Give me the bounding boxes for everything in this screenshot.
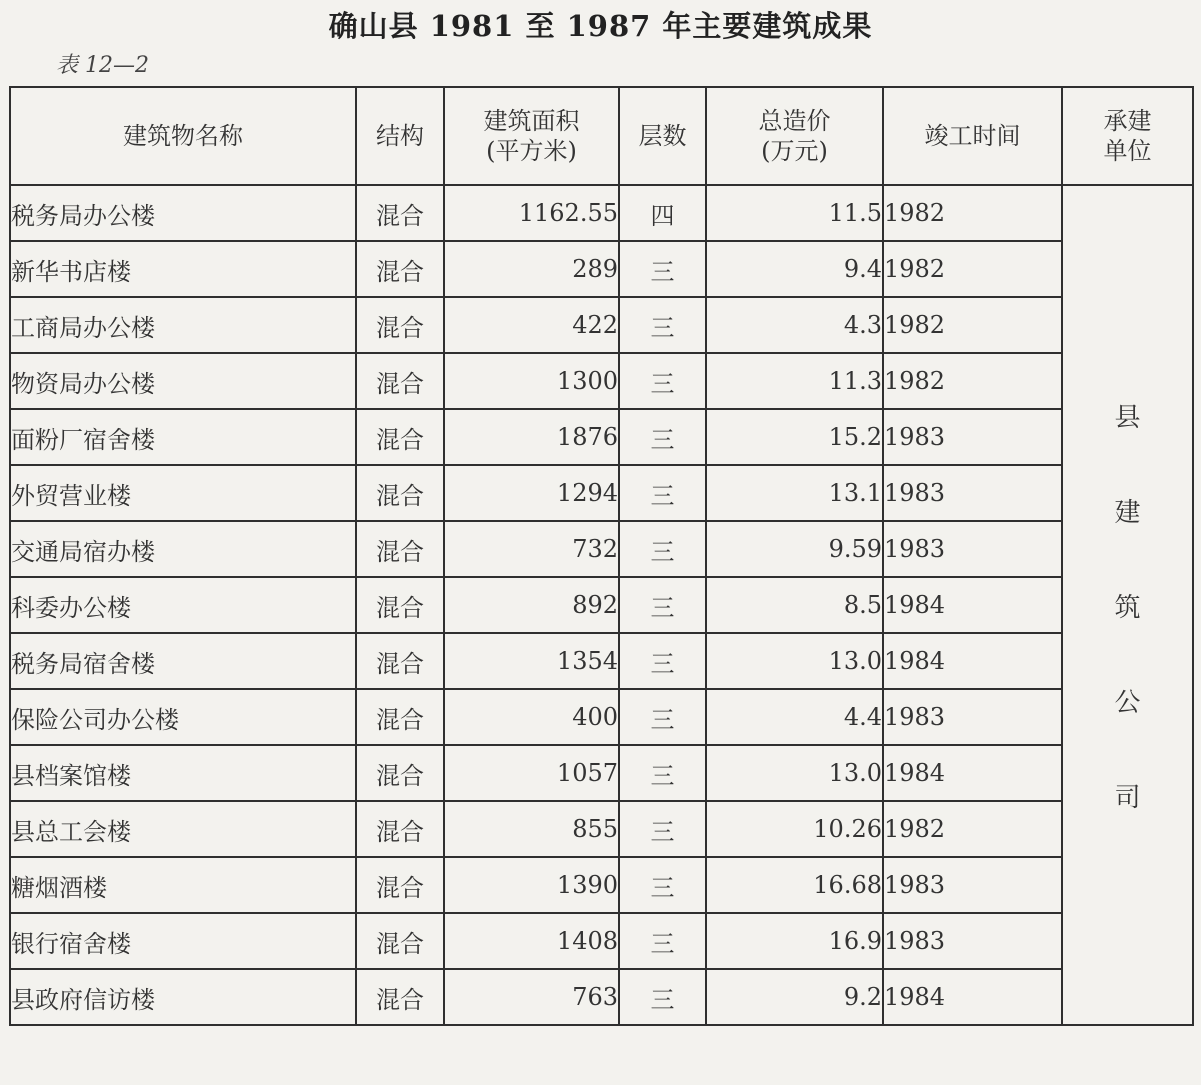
builder-char: 建 — [1114, 497, 1141, 528]
table-row — [10, 185, 1193, 241]
cell-cost: 16.68 — [706, 857, 883, 913]
cell-cost: 9.2 — [706, 969, 883, 1025]
table-row — [10, 801, 1193, 857]
cell-name: 银行宿舍楼 — [10, 913, 356, 969]
cell-year: 1984 — [883, 633, 1062, 689]
table-row — [10, 857, 1193, 913]
cell-name: 交通局宿办楼 — [10, 521, 356, 577]
cell-area: 1057 — [444, 745, 619, 801]
cell-year: 1983 — [883, 913, 1062, 969]
cell-year: 1984 — [883, 577, 1062, 633]
builder-char: 县 — [1114, 402, 1141, 433]
cell-name: 外贸营业楼 — [10, 465, 356, 521]
cell-builder — [1062, 185, 1193, 1025]
cell-structure: 混合 — [356, 241, 444, 297]
cell-structure: 混合 — [356, 185, 444, 241]
cell-floors: 三 — [619, 913, 706, 969]
cell-structure: 混合 — [356, 913, 444, 969]
cell-area: 289 — [444, 241, 619, 297]
cell-name: 新华书店楼 — [10, 241, 356, 297]
cell-year: 1982 — [883, 185, 1062, 241]
cell-area: 732 — [444, 521, 619, 577]
builder-char: 司 — [1114, 782, 1141, 813]
table-row — [10, 577, 1193, 633]
cell-cost: 13.1 — [706, 465, 883, 521]
cell-floors: 三 — [619, 857, 706, 913]
header-area-line1: 建筑面积 — [483, 107, 580, 135]
header-cost — [706, 87, 883, 185]
cell-cost: 4.4 — [706, 689, 883, 745]
builder-char: 筑 — [1114, 592, 1141, 623]
cell-year: 1982 — [883, 241, 1062, 297]
cell-structure: 混合 — [356, 801, 444, 857]
cell-structure: 混合 — [356, 633, 444, 689]
builder-char: 公 — [1114, 687, 1141, 718]
cell-cost: 13.0 — [706, 633, 883, 689]
table-row — [10, 521, 1193, 577]
cell-cost: 4.3 — [706, 297, 883, 353]
cell-name: 县档案馆楼 — [10, 745, 356, 801]
header-cost-line1: 总造价 — [758, 107, 831, 135]
table-row — [10, 633, 1193, 689]
cell-area: 1162.55 — [444, 185, 619, 241]
cell-cost: 13.0 — [706, 745, 883, 801]
cell-floors: 三 — [619, 577, 706, 633]
cell-name: 税务局办公楼 — [10, 185, 356, 241]
cell-floors: 三 — [619, 297, 706, 353]
cell-area: 400 — [444, 689, 619, 745]
cell-name: 糖烟酒楼 — [10, 857, 356, 913]
cell-cost: 11.3 — [706, 353, 883, 409]
header-builder-line2: 单位 — [1103, 137, 1152, 165]
header-builder — [1062, 87, 1193, 185]
cell-cost: 11.5 — [706, 185, 883, 241]
table-row — [10, 353, 1193, 409]
cell-structure: 混合 — [356, 353, 444, 409]
header-area-line2: (平方米) — [486, 137, 577, 165]
cell-structure: 混合 — [356, 745, 444, 801]
cell-year: 1984 — [883, 745, 1062, 801]
cell-floors: 三 — [619, 521, 706, 577]
header-builder-line1: 承建 — [1103, 107, 1152, 135]
header-floors: 层数 — [619, 87, 706, 185]
header-name: 建筑物名称 — [10, 87, 356, 185]
table-row — [10, 689, 1193, 745]
cell-structure: 混合 — [356, 409, 444, 465]
cell-floors: 三 — [619, 745, 706, 801]
cell-area: 1294 — [444, 465, 619, 521]
cell-year: 1983 — [883, 689, 1062, 745]
cell-area: 422 — [444, 297, 619, 353]
cell-year: 1982 — [883, 801, 1062, 857]
table-row — [10, 297, 1193, 353]
cell-cost: 15.2 — [706, 409, 883, 465]
header-cost-line2: (万元) — [761, 137, 828, 165]
cell-structure: 混合 — [356, 689, 444, 745]
cell-area: 1390 — [444, 857, 619, 913]
header-row — [10, 87, 1193, 185]
cell-floors: 三 — [619, 801, 706, 857]
cell-structure: 混合 — [356, 297, 444, 353]
cell-cost: 16.9 — [706, 913, 883, 969]
table-header — [10, 87, 1193, 185]
cell-name: 县总工会楼 — [10, 801, 356, 857]
cell-cost: 9.4 — [706, 241, 883, 297]
header-area — [444, 87, 619, 185]
cell-structure: 混合 — [356, 465, 444, 521]
cell-floors: 三 — [619, 409, 706, 465]
cell-area: 1876 — [444, 409, 619, 465]
cell-year: 1982 — [883, 297, 1062, 353]
cell-name: 物资局办公楼 — [10, 353, 356, 409]
cell-floors: 四 — [619, 185, 706, 241]
cell-area: 1354 — [444, 633, 619, 689]
cell-name: 科委办公楼 — [10, 577, 356, 633]
cell-floors: 三 — [619, 633, 706, 689]
cell-area: 1300 — [444, 353, 619, 409]
cell-name: 县政府信访楼 — [10, 969, 356, 1025]
table-row — [10, 969, 1193, 1025]
builder-name — [1063, 397, 1192, 814]
cell-floors: 三 — [619, 353, 706, 409]
cell-year: 1984 — [883, 969, 1062, 1025]
cell-floors: 三 — [619, 969, 706, 1025]
cell-name: 保险公司办公楼 — [10, 689, 356, 745]
cell-cost: 8.5 — [706, 577, 883, 633]
table-row — [10, 409, 1193, 465]
table-row — [10, 465, 1193, 521]
cell-year: 1983 — [883, 521, 1062, 577]
cell-year: 1982 — [883, 353, 1062, 409]
cell-year: 1983 — [883, 465, 1062, 521]
cell-name: 税务局宿舍楼 — [10, 633, 356, 689]
cell-name: 工商局办公楼 — [10, 297, 356, 353]
buildings-table — [9, 86, 1194, 1026]
page-title: 确山县 1981 至 1987 年主要建筑成果 — [328, 9, 873, 43]
cell-structure: 混合 — [356, 521, 444, 577]
cell-structure: 混合 — [356, 969, 444, 1025]
cell-structure: 混合 — [356, 577, 444, 633]
table-row — [10, 745, 1193, 801]
cell-floors: 三 — [619, 465, 706, 521]
cell-year: 1983 — [883, 857, 1062, 913]
cell-area: 763 — [444, 969, 619, 1025]
table-number: 表 12—2 — [56, 53, 149, 78]
cell-floors: 三 — [619, 689, 706, 745]
cell-area: 855 — [444, 801, 619, 857]
table-row — [10, 913, 1193, 969]
header-structure: 结构 — [356, 87, 444, 185]
table-body — [10, 185, 1193, 1025]
cell-cost: 9.59 — [706, 521, 883, 577]
header-completion: 竣工时间 — [883, 87, 1062, 185]
cell-cost: 10.26 — [706, 801, 883, 857]
cell-area: 1408 — [444, 913, 619, 969]
table-row — [10, 241, 1193, 297]
cell-structure: 混合 — [356, 857, 444, 913]
cell-floors: 三 — [619, 241, 706, 297]
cell-year: 1983 — [883, 409, 1062, 465]
cell-area: 892 — [444, 577, 619, 633]
cell-name: 面粉厂宿舍楼 — [10, 409, 356, 465]
